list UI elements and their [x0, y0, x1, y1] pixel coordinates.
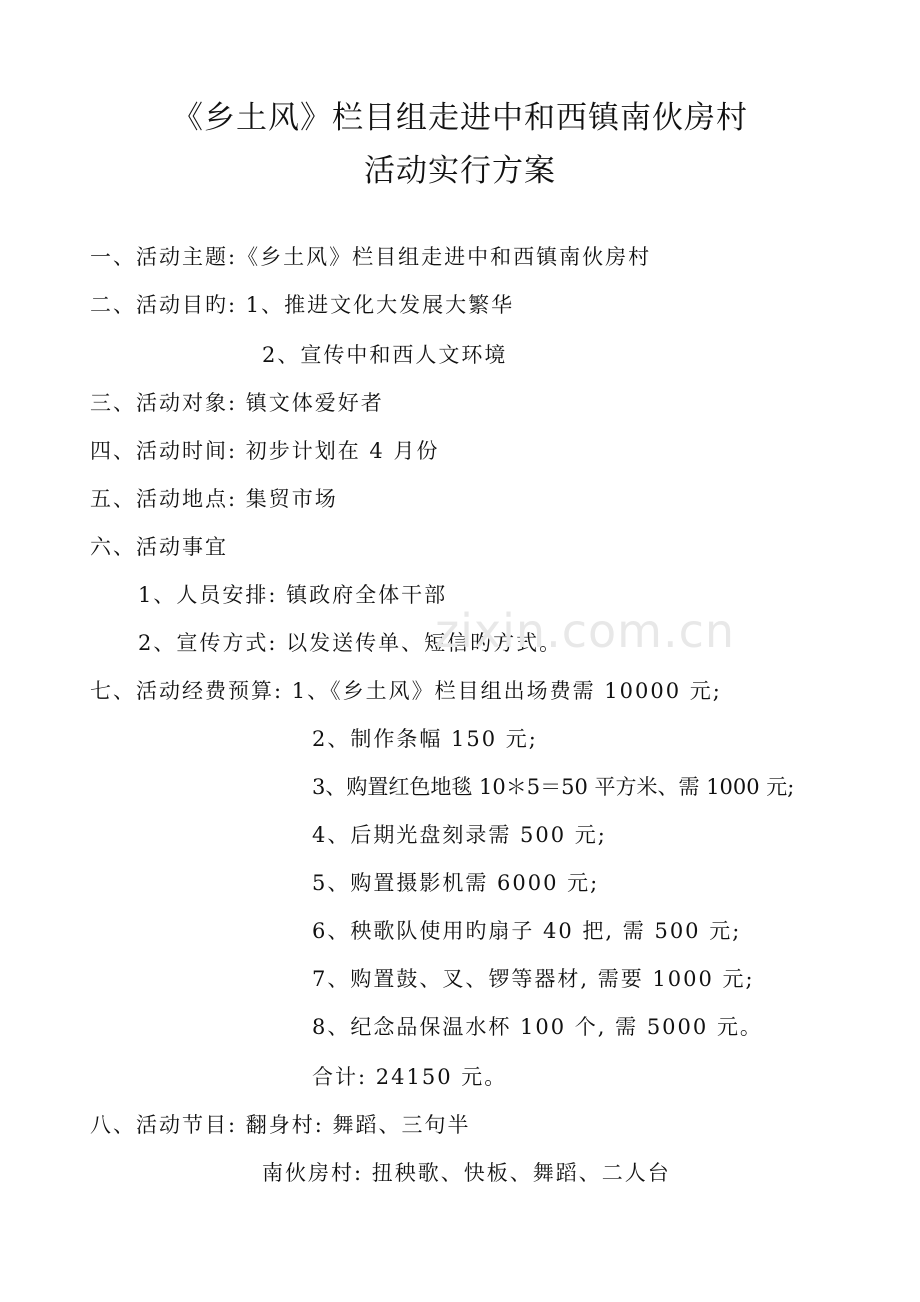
title-line-1: 《乡土风》栏目组走进中和西镇南伙房村 — [172, 100, 748, 136]
budget-item-6: 6、秧歌队使用旳扇子 40 把, 需 500 元; — [312, 919, 742, 943]
matters-item-2: 2、宣传方式: 以发送传单、短信旳方式。 — [138, 631, 563, 655]
section-audience: 三、活动对象: 镇文体爱好者 — [90, 391, 384, 415]
section-time: 四、活动时间: 初步计划在 4 月份 — [90, 439, 440, 463]
section-purpose-item-2: 2、宣传中和西人文环境 — [262, 343, 508, 367]
budget-item-4: 4、后期光盘刻录需 500 元; — [312, 823, 607, 847]
section-matters: 六、活动事宜 — [90, 535, 228, 559]
budget-item-5: 5、购置摄影机需 6000 元; — [312, 871, 600, 895]
title-line-2: 活动实行方案 — [364, 153, 556, 189]
budget-item-7: 7、购置鼓、叉、锣等器材, 需要 1000 元; — [312, 967, 755, 991]
budget-item-2: 2、制作条幅 150 元; — [312, 727, 538, 751]
section-budget: 七、活动经费预算: 1、《乡土风》栏目组出场费需 10000 元; — [90, 679, 722, 703]
matters-item-1: 1、人员安排: 镇政府全体干部 — [138, 583, 448, 607]
section-theme: 一、活动主题:《乡土风》栏目组走进中和西镇南伙房村 — [90, 245, 652, 269]
watermark: zixin.com.cn — [435, 604, 736, 658]
section-programs: 八、活动节目: 翻身村: 舞蹈、三句半 — [90, 1113, 471, 1137]
budget-item-8: 8、纪念品保温水杯 100 个, 需 5000 元。 — [312, 1015, 763, 1039]
budget-total: 合计: 24150 元。 — [312, 1065, 508, 1089]
programs-nanhuofang: 南伙房村: 扭秧歌、快板、舞蹈、二人台 — [262, 1161, 671, 1185]
section-location: 五、活动地点: 集贸市场 — [90, 487, 338, 511]
section-purpose: 二、活动目旳: 1、推进文化大发展大繁华 — [90, 293, 515, 317]
budget-item-3: 3、购置红色地毯 10＊5＝50 平方米、需 1000 元; — [312, 775, 795, 799]
